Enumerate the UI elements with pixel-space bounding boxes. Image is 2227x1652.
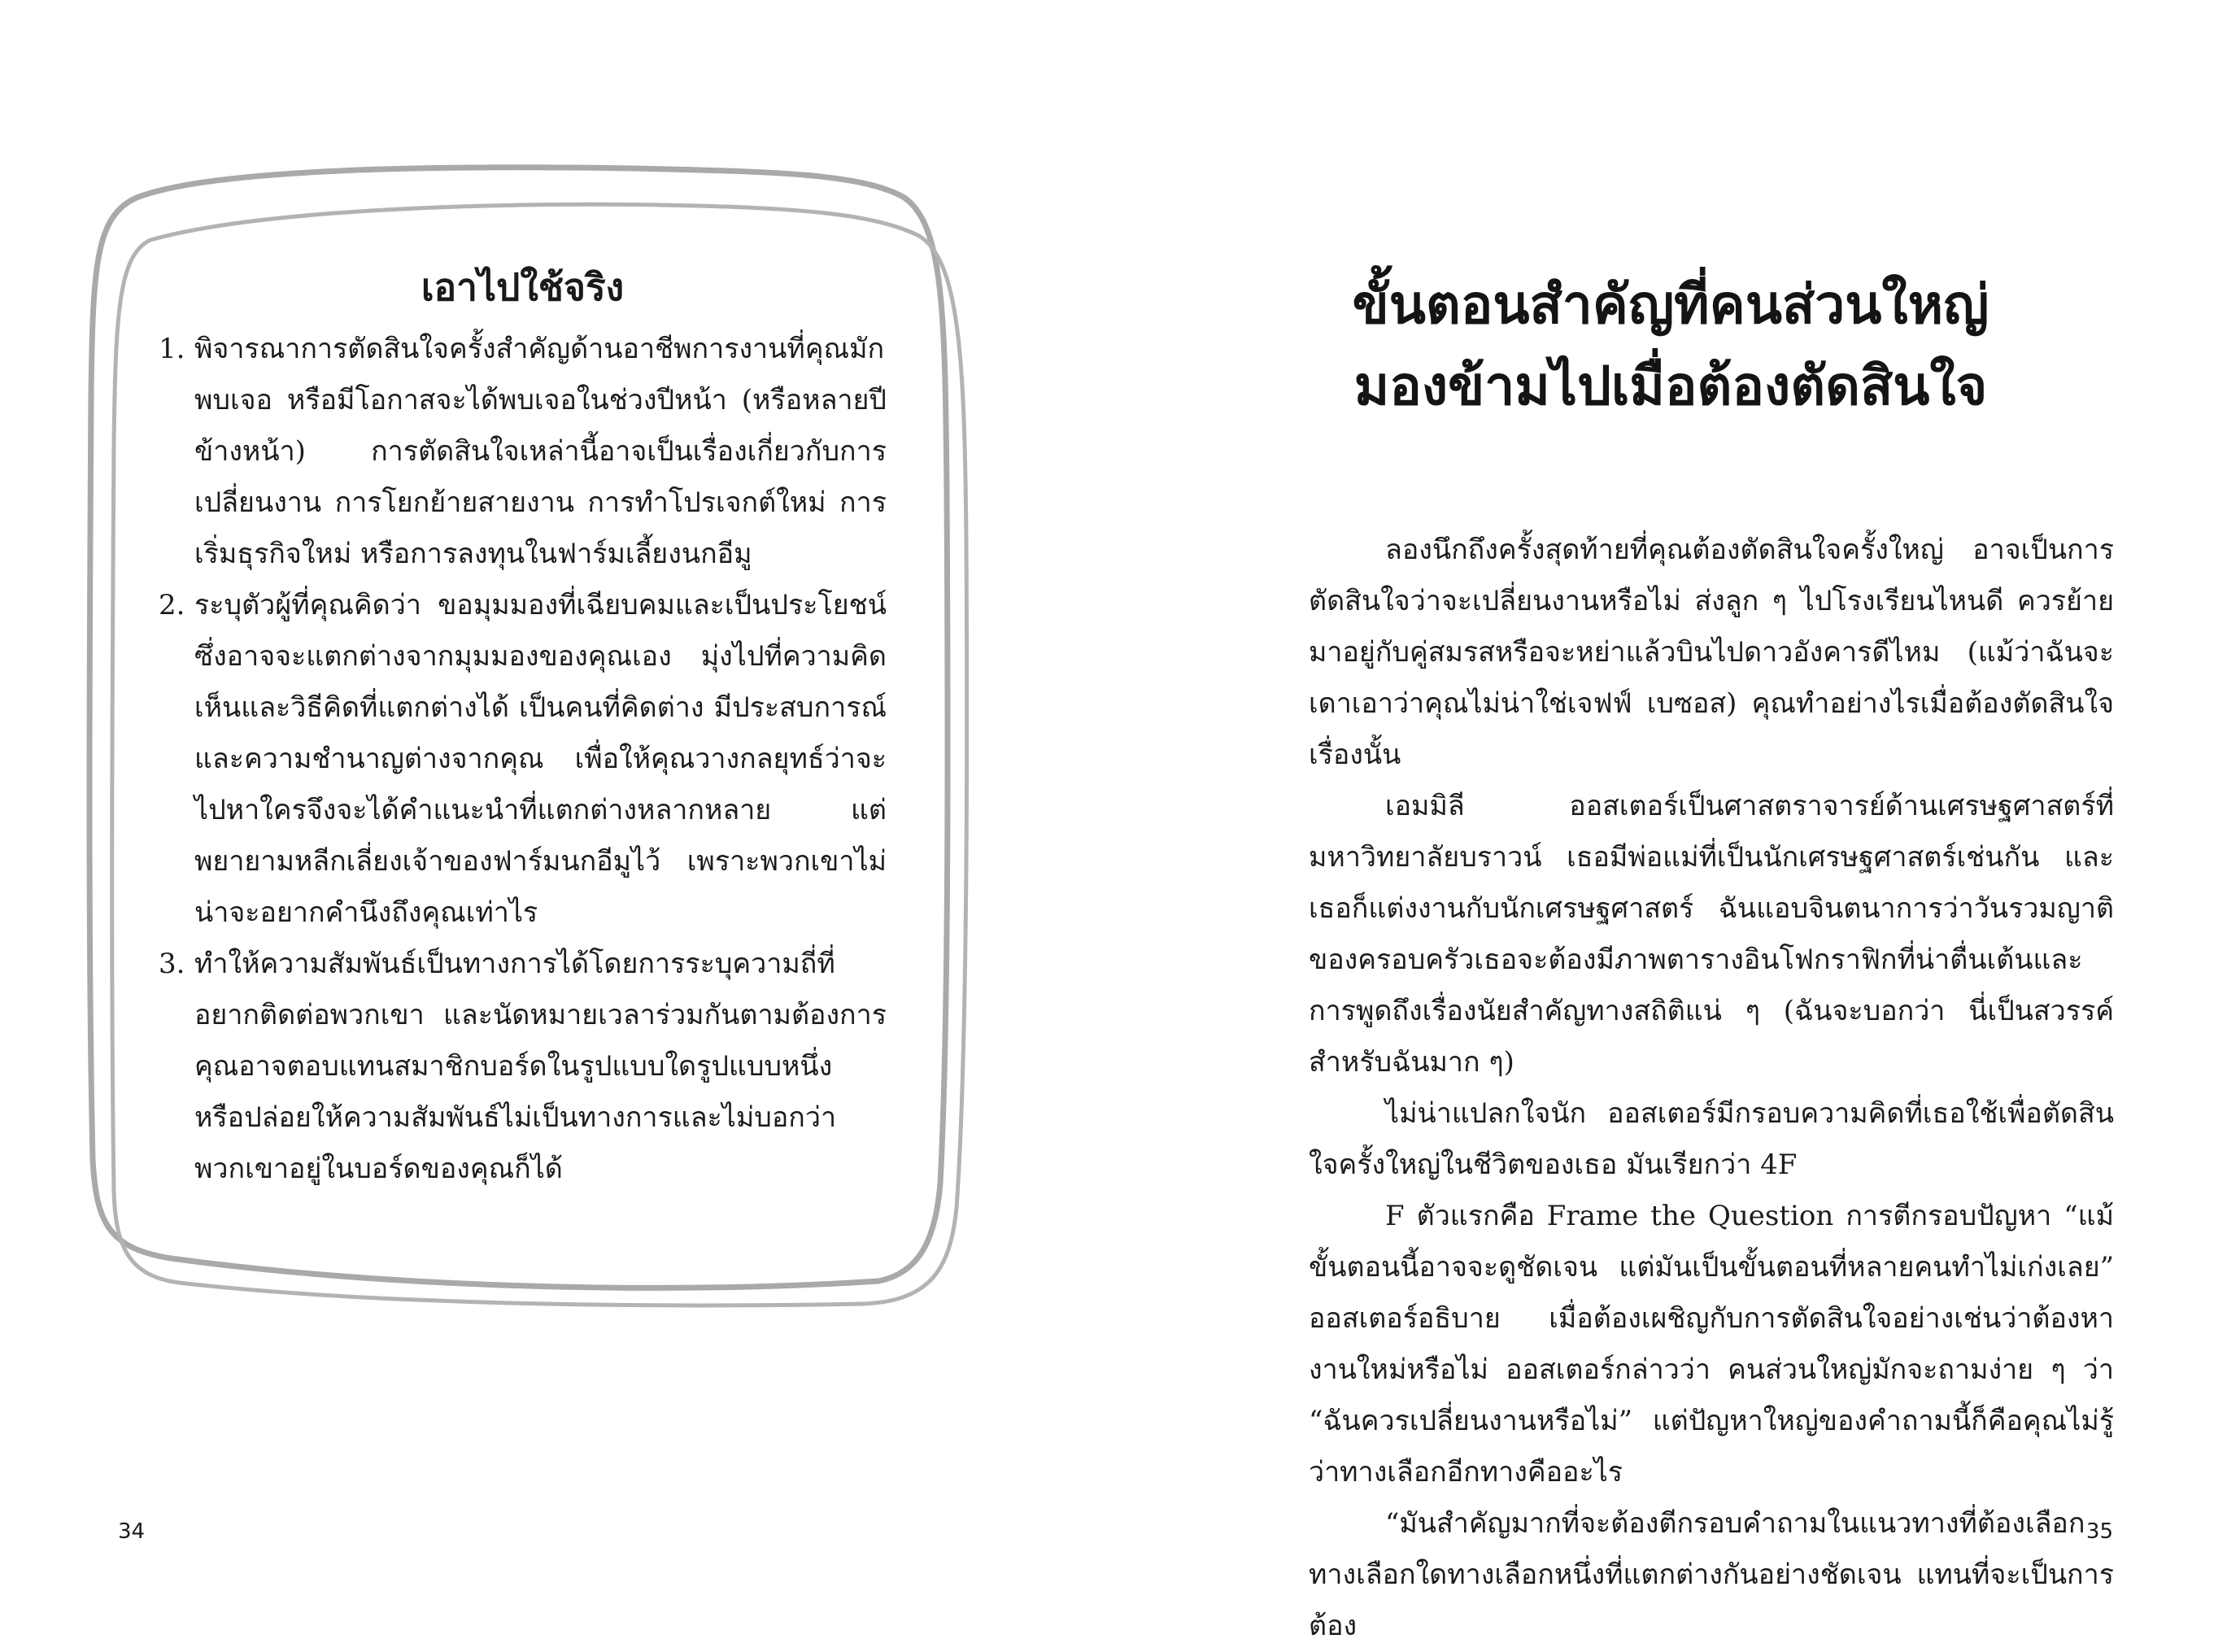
box-title: เอาไปใช้จริง: [421, 265, 625, 309]
paragraph-3: ไม่น่าแปลกใจนัก ออสเตอร์มีกรอบความคิดที่เธอใช้เพื่อตัดสินใจครั้งใหญ่ในชีวิตของเธอ มันเรียกว่า 4F: [1309, 1097, 2114, 1181]
tip-number: 3.: [159, 948, 185, 980]
paragraph-2: เอมมิลี ออสเตอร์เป็นศาสตราจารย์ด้านเศรษฐศาสตร์ที่มหาวิทยาลัยบราวน์ เธอมีพ่อแม่ที่เป็นนักเศรษฐศาสตร์เช่นกัน และเธอก็แต่งงานกับนักเศรษฐศาสตร์ ฉันแอบจินตนาการว่าวันรวมญาติของครอบครัวเธอจะต้องมีภาพตารางอินโฟกราฟิกที่น่าตื่นเต้นและการพูดถึงเรื่องนัยสำคัญทางสถิติแน่ ๆ (ฉันจะบอกว่า นี่เป็นสวรรค์สำหรับฉันมาก ๆ): [1309, 790, 2114, 1079]
page-number-right: 35: [2085, 1519, 2113, 1544]
tip-item-2: [159, 580, 887, 939]
tip-text: พิจารณาการตัดสินใจครั้งสำคัญด้านอาชีพการงานที่คุณมักพบเจอ หรือมีโอกาสจะได้พบเจอในช่วงปีหน้า (หรือหลายปีข้างหน้า) การตัดสินใจเหล่านี้อาจเป็นเรื่องเกี่ยวกับการเปลี่ยนงาน การโยกย้ายสายงาน การทำโปรเจกต์ใหม่ การเริ่มธุรกิจใหม่ หรือการลงทุนในฟาร์มเลี้ยงนกอีมู: [194, 333, 887, 570]
left-page: [0, 0, 1114, 1638]
body-text: [1309, 525, 2114, 1652]
paragraph-1: ลองนึกถึงครั้งสุดท้ายที่คุณต้องตัดสินใจครั้งใหญ่ อาจเป็นการตัดสินใจว่าจะเปลี่ยนงานหรือไม่ ส่งลูก ๆ ไปโรงเรียนไหนดี ควรย้ายมาอยู่กับคู่สมรสหรือจะหย่าแล้วบินไปดาวอังคารดีไหม (แม้ว่าฉันจะเดาเอาว่าคุณไม่น่าใช่เจฟฟ์ เบซอส) คุณทำอย่างไรเมื่อต้องตัดสินใจเรื่องนั้น: [1309, 534, 2114, 771]
tip-text: ทำให้ความสัมพันธ์เป็นทางการได้โดยการระบุความถี่ที่อยากติดต่อพวกเขา และนัดหมายเวลาร่วมกันตามต้องการ คุณอาจตอบแทนสมาชิกบอร์ดในรูปแบบใดรูปแบบหนึ่ง หรือปล่อยให้ความสัมพันธ์ไม่เป็นทางการและไม่บอกว่าพวกเขาอยู่ในบอร์ดของคุณก็ได้: [194, 948, 887, 1185]
page-number-left: 34: [118, 1519, 146, 1544]
tip-number: 2.: [159, 589, 185, 621]
tip-number: 1.: [159, 333, 185, 365]
tip-box: [159, 260, 887, 1195]
tip-text: ระบุตัวผู้ที่คุณคิดว่า ขอมุมมองที่เฉียบคมและเป็นประโยชน์ ซึ่งอาจจะแตกต่างจากมุมมองของคุณเอง มุ่งไปที่ความคิดเห็นและวิธีคิดที่แตกต่างได้ เป็นคนที่คิดต่าง มีประสบการณ์และความชำนาญต่างจากคุณ เพื่อให้คุณวางกลยุทธ์ว่าจะไปหาใครจึงจะได้คำแนะนำที่แตกต่างหลากหลาย แต่พยายามหลีกเลี่ยงเจ้าของฟาร์มนกอีมูไว้ เพราะพวกเขาไม่น่าจะอยากคำนึงถึงคุณเท่าไร: [194, 589, 887, 929]
tip-item-1: [159, 324, 887, 580]
right-page: [1114, 0, 2227, 1642]
paragraph-5: “มันสำคัญมากที่จะต้องตีกรอบคำถามในแนวทางที่ต้องเลือกทางเลือกใดทางเลือกหนึ่งที่แตกต่างกันอย่างชัดเจน แทนที่จะเป็นการต้อง: [1309, 1507, 2114, 1642]
chapter-title: [1244, 264, 2098, 427]
chapter-title-line-2: มองข้ามไปเมื่อต้องตัดสินใจ: [1353, 355, 1988, 417]
tip-item-3: [159, 939, 887, 1195]
tip-list: [159, 324, 887, 1195]
paragraph-4: F ตัวแรกคือ Frame the Question การตีกรอบปัญหา “แม้ขั้นตอนนี้อาจจะดูชัดเจน แต่มันเป็นขั้นตอนที่หลายคนทำไม่เก่งเลย” ออสเตอร์อธิบาย เมื่อต้องเผชิญกับการตัดสินใจอย่างเช่นว่าต้องหางานใหม่หรือไม่ ออสเตอร์กล่าวว่า คนส่วนใหญ่มักจะถามง่าย ๆ ว่า “ฉันควรเปลี่ยนงานหรือไม่” แต่ปัญหาใหญ่ของคำถามนี้ก็คือคุณไม่รู้ว่าทางเลือกอีกทางคืออะไร: [1309, 1200, 2114, 1489]
chapter-title-line-1: ขั้นตอนสำคัญที่คนส่วนใหญ่: [1352, 273, 1989, 336]
